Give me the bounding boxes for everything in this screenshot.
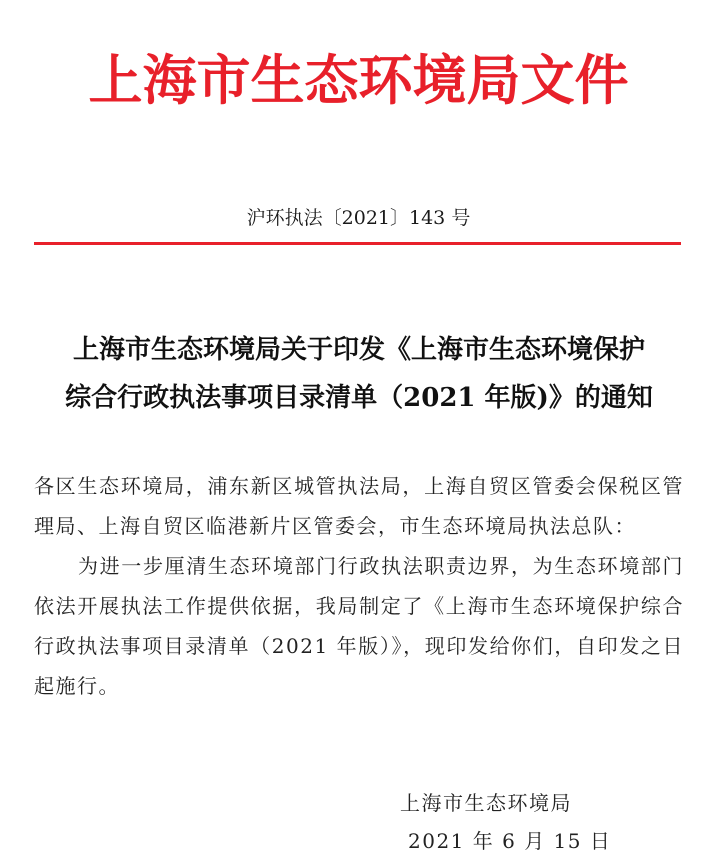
document-title bbox=[34, 326, 684, 422]
signature-block bbox=[400, 784, 700, 860]
issuer-name: 上海市生态环境局 bbox=[400, 791, 572, 815]
issue-date: 2021 年 6 月 15 日 bbox=[408, 829, 612, 853]
document-number: 沪环执法〔2021〕143 号 bbox=[246, 207, 471, 229]
red-divider-rule bbox=[34, 242, 681, 245]
main-paragraph: 为进一步厘清生态环境部门行政执法职责边界，为生态环境部门依法开展执法工作提供依据，我局制定了《上海市生态环境保护综合行政执法事项目录清单（2021 年版）》，现印发给你们，自印发之日起施行。 bbox=[34, 554, 684, 698]
document-title-line-2: 综合行政执法事项目录清单（2021 年版)》的通知 bbox=[65, 383, 653, 413]
document-title-line-1: 上海市生态环境局关于印发《上海市生态环境保护 bbox=[72, 335, 645, 365]
document-body bbox=[34, 466, 684, 706]
document-masthead: 上海市生态环境局文件 bbox=[88, 48, 629, 112]
recipients-paragraph: 各区生态环境局，浦东新区城管执法局，上海自贸区管委会保税区管理局、上海自贸区临港新片区管委会，市生态环境局执法总队： bbox=[34, 474, 684, 538]
